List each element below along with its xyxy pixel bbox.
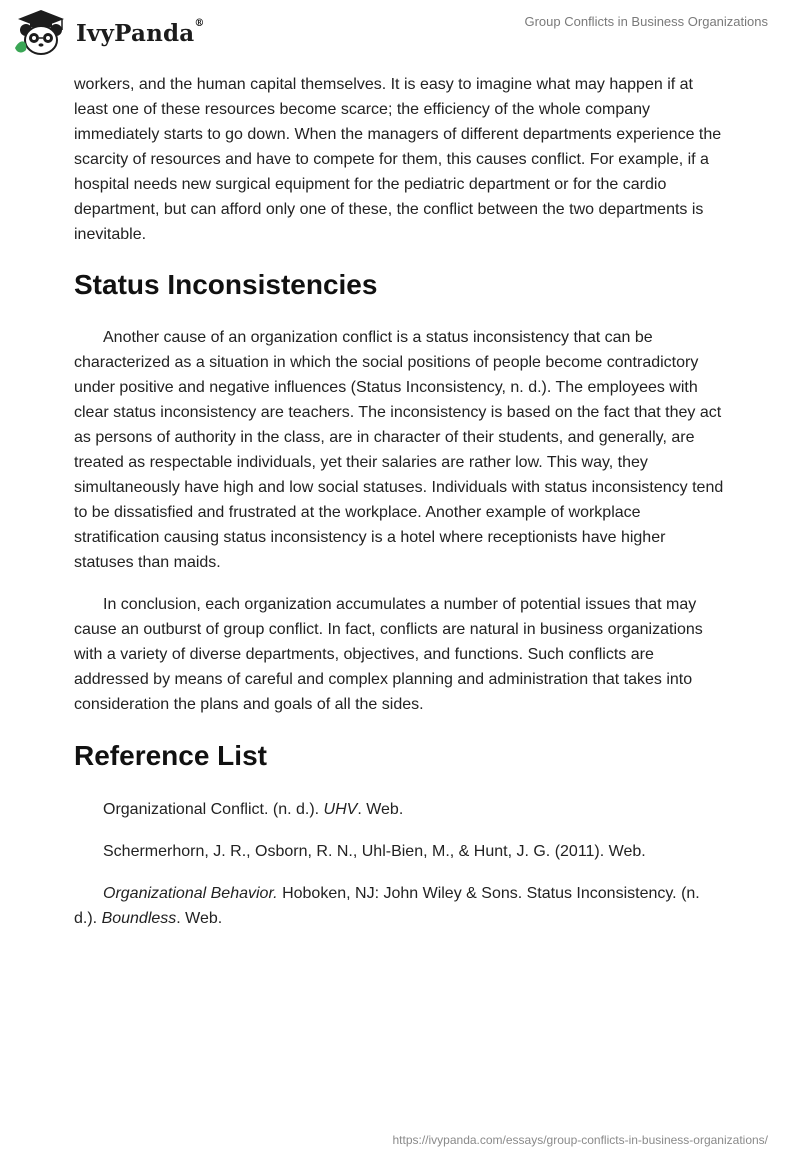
panda-mascot-icon (12, 8, 70, 58)
ivypanda-logo[interactable] (12, 8, 205, 58)
source-url-link[interactable]: https://ivypanda.com/essays/group-conflicts-in-business-organizations/ (392, 1133, 768, 1147)
essay-content (74, 72, 724, 948)
brand-name: IvyPanda® (76, 17, 205, 47)
reference-item: Schermerhorn, J. R., Osborn, R. N., Uhl-Bien, M., & Hunt, J. G. (2011). Web. (103, 843, 646, 860)
reference-item: Organizational Conflict. (n. d.). UHV. Web. (103, 801, 404, 818)
page-header (0, 0, 800, 70)
reference-item: Organizational Behavior. Hoboken, NJ: John Wiley & Sons. Status Inconsistency. (n. d.). Boundless. Web. (74, 885, 700, 927)
paragraph-conclusion: In conclusion, each organization accumulates a number of potential issues that may cause an outburst of group conflict. In fact, conflicts are natural in business organizations with a variety of diverse departments, objectives, and functions. Such conflicts are addressed by means of careful and complex planning and administration that takes into consideration the plans and goals of all the sides. (74, 596, 703, 713)
paragraph-intro-continued: workers, and the human capital themselves. It is easy to imagine what may happen if at least one of these resources become scarce; the efficiency of the whole company immediately starts to go down. When the managers of different departments experience the scarcity of resources and have to compete for them, this causes conflict. For example, if a hospital needs new surgical equipment for the pediatric department or for the cardio department, but can afford only one of these, the conflict between the two departments is inevitable. (74, 76, 722, 243)
paragraph-status: Another cause of an organization conflict is a status inconsistency that can be characterized as a situation in which the social positions of people become contradictory under positive and negative influences (Status Inconsistency, n. d.). The employees with clear status inconsistency are teachers. The inconsistency is based on the fact that they act as persons of authority in the class, are in character of their students, and generally, are treated as respectable individuals, yet their salaries are rather low. This way, they simultaneously have high and low social statuses. Individuals with status inconsistency tend to be dissatisfied and frustrated at the workplace. Another example of workplace stratification causing status inconsistency is a hotel where receptionists have higher statuses than maids. (74, 329, 724, 571)
heading-status-inconsistencies: Status Inconsistencies (74, 269, 378, 300)
heading-reference-list: Reference List (74, 740, 267, 771)
document-title: Group Conflicts in Business Organizations (524, 14, 768, 29)
